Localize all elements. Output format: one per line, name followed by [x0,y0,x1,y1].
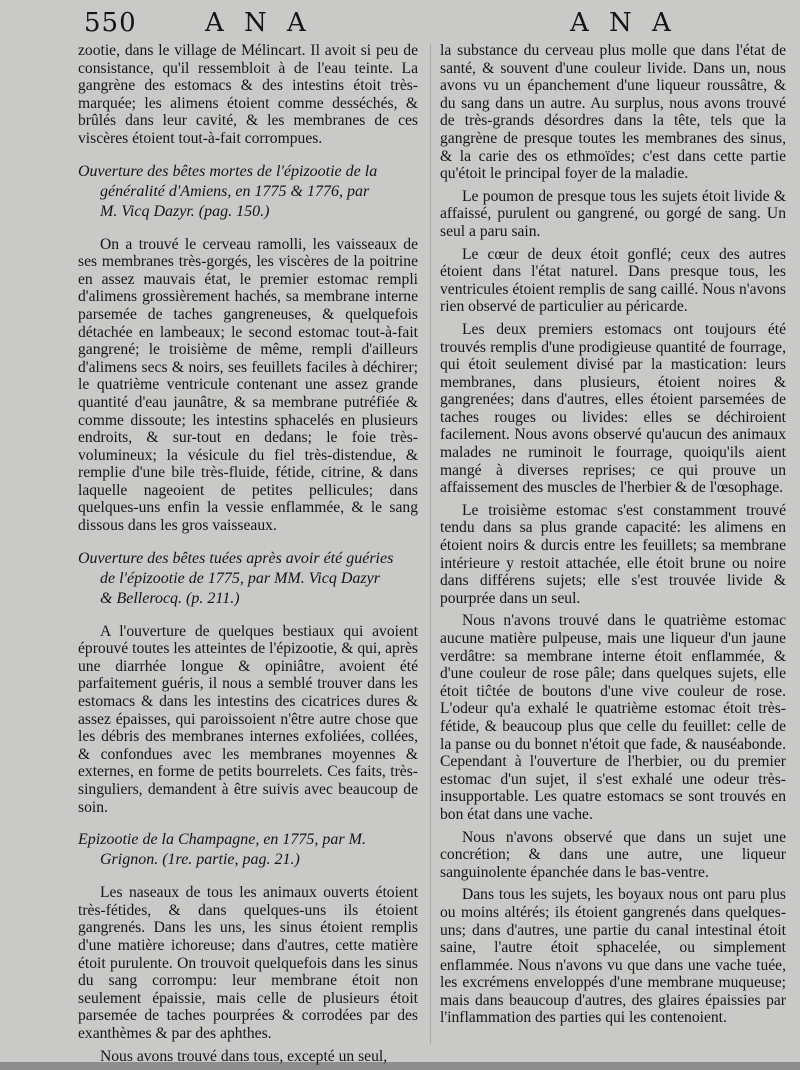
paragraph: Nous avons trouvé dans tous, excepté un seul, [100,1047,388,1065]
heading-line: généralité d'Amiens, en 1775 & 1776, par [100,182,370,200]
running-head-right: A N A [570,8,677,38]
section-heading [78,162,418,222]
paragraph: la substance du cerveau plus molle que dans l'état de santé, & souvent d'une couleur livide. Dans un, nous avons vu un épanchement d'une liqueur roussâtre, & du sang dans un autre. Au surplus, nous avons trouvé de très-grands désordres dans la tête, tels que la gangrène de presque toutes les membranes des sinus, & la carie des os ethmoïdes; c'est dans cette partie qu'étoit le principal foyer de la maladie. [440,42,786,183]
paragraph: On a trouvé le cerveau ramolli, les vaisseaux de ses membranes très-gorgés, les viscères de la poitrine en assez mauvais état, le premier estomac rempli d'alimens grossièrement hachés, sa membrane interne parsemée de taches gangreneuses, & quelquefois détachée en lambeaux; le second estomac tout-à-fait gangrené; le troisième de même, rempli d'ailleurs d'alimens secs & noirs, ses feuillets faciles à déchirer; le quatrième ventricule contenant une assez grande quantité d'eau jaunâtre, & sa membrane putréfiée & comme dissoute; les intestins sphacelés en plusieurs endroits, & sur-tout en dedans; le foie très-volumineux; la vésicule du fiel très-distendue, & remplie d'une bile très-fluide, fétide, citrine, & dans laquelle nageoient de petites pellicules; dans quelques-uns enfin la vessie enflammée, & le sang dissous dans les gros vaisseaux. [78,235,418,535]
section-heading [78,549,418,609]
paragraph: Les deux premiers estomacs ont toujours été trouvés remplis d'une prodigieuse quantité de fourrage, qui étoit seulement divisé par la mastication: leurs membranes, dans plusieurs, étoient noires & gangrenées; dans d'autres, elles étoient parsemées de taches rouges ou livides: elles se déchiroient facilement. Nous avons observé qu'aucun des animaux malades ne ruminoit le fourrage, quoiqu'ils aient mangé à diverses reprises; ce qui prouve un affaissement des muscles de l'herbier & de l'œsophage. [440,320,786,497]
left-column [78,42,418,1070]
paragraph: zootie, dans le village de Mélincart. Il avoit si peu de consistance, qu'il ressembloit à de l'eau teinte. La gangrène des estomacs & des intestins étoit très-marquée; les alimens étoient comme desséchés, & brûlés dans leur cavité, & les membranes de ces viscères étoient tout-à-fait corrompues. [78,42,418,147]
heading-line: Epizootie de la Champagne, en 1775, par M. [78,831,366,849]
heading-line: Ouverture des bêtes tuées après avoir été guéries [78,549,394,567]
section-heading [78,830,418,870]
paragraph: A l'ouverture de quelques bestiaux qui avoient éprouvé toutes les atteintes de l'épizootie, & qui, après une diarrhée longue & opiniâtre, avoient été parfaitement guéris, il nous a semblé trouver dans les estomacs & dans les intestins des cicatrices dures & assez épaisses, qui paroissoient n'être autre chose que les débris des membranes internes exfoliées, collées, & confondues avec les membranes moyennes & externes, en forme de petits bourrelets. Ces faits, très-singuliers, demandent à être suivis avec beaucoup de soin. [78,622,418,816]
page-header [0,6,800,42]
paragraph: Le poumon de presque tous les sujets étoit livide & affaissé, purulent ou gangrené, ou gorgé de sang. Un seul a paru sain. [440,187,786,240]
paragraph: Le troisième estomac s'est constamment trouvé tendu dans sa plus grande capacité: les alimens en étoient noirs & durcis entre les feuillets; sa membrane intérieure y restoit attachée, elle étoit brune ou noire dans différens sujets; elle s'est trouvée livide & pourprée dans un seul. [440,501,786,607]
running-head-left: A N A [205,8,312,38]
heading-line: M. Vicq Dazyr. (pag. 150.) [100,202,270,220]
paragraph: Les naseaux de tous les animaux ouverts étoient très-fétides, & dans quelques-uns ils étoient gangrenés. Dans les uns, les sinus étoient remplis d'une matière ichoreuse; dans d'autres, cette matière étoit purulente. On trouvoit quelquefois dans les sinus du sang corrompu: leur membrane étoit non seulement épaissie, mais celle de plusieurs étoit parsemée de taches pourprées & corrodées par des exanthèmes & par des aphthes. [78,884,418,1042]
heading-line: Grignon. (1re. partie, pag. 21.) [100,851,300,869]
column-gutter [430,44,431,1044]
heading-line: Ouverture des bêtes mortes de l'épizootie de la [78,162,378,180]
paragraph: Nous n'avons observé que dans un sujet une concrétion; & dans une autre, une liqueur sanguinolente épanchée dans le bas-ventre. [440,828,786,881]
right-column [440,42,786,1032]
heading-line: de l'épizootie de 1775, par MM. Vicq Dazyr [100,569,380,587]
paragraph: Le cœur de deux étoit gonflé; ceux des autres étoient dans l'état naturel. Dans presque tous, les ventricules étoient remplis de sang caillé. Nous n'avons rien observé de particulier au péricarde. [440,245,786,316]
page-number: 550 [84,8,137,38]
paragraph: Dans tous les sujets, les boyaux nous ont paru plus ou moins altérés; ils étoient gangrenés dans quelques-uns; dans d'autres, une partie du canal intestinal étoit saine, l'autre étoit sphacelée, ou simplement enflammée. Nous n'avons vu que dans une vache tuée, les excrémens enveloppés d'une membrane muqueuse; mais dans beaucoup d'autres, des glaires épaissies par l'inflammation des parties qui les contenoient. [440,886,786,1027]
heading-line: & Bellerocq. (p. 211.) [100,589,240,607]
paragraph: Nous n'avons trouvé dans le quatrième estomac aucune matière pulpeuse, mais une liqueur d'un jaune verdâtre: sa membrane interne étoit enflammée, & d'une couleur de rose pâle; dans quelques sujets, elle étoit tiĉtée de boutons d'une vive couleur de rose. L'odeur qu'a exhalé le quatrième estomac étoit très-fétide, & beaucoup plus que celle du feuillet: celle de la panse ou du bonnet n'étoit que fade, & nauséabonde. Cependant à l'ouverture de l'herbier, ou du premier estomac d'un sujet, il s'est exhalé une odeur très-insupportable. Les quatre estomacs se sont trouvés en bon état dans une vache. [440,612,786,823]
